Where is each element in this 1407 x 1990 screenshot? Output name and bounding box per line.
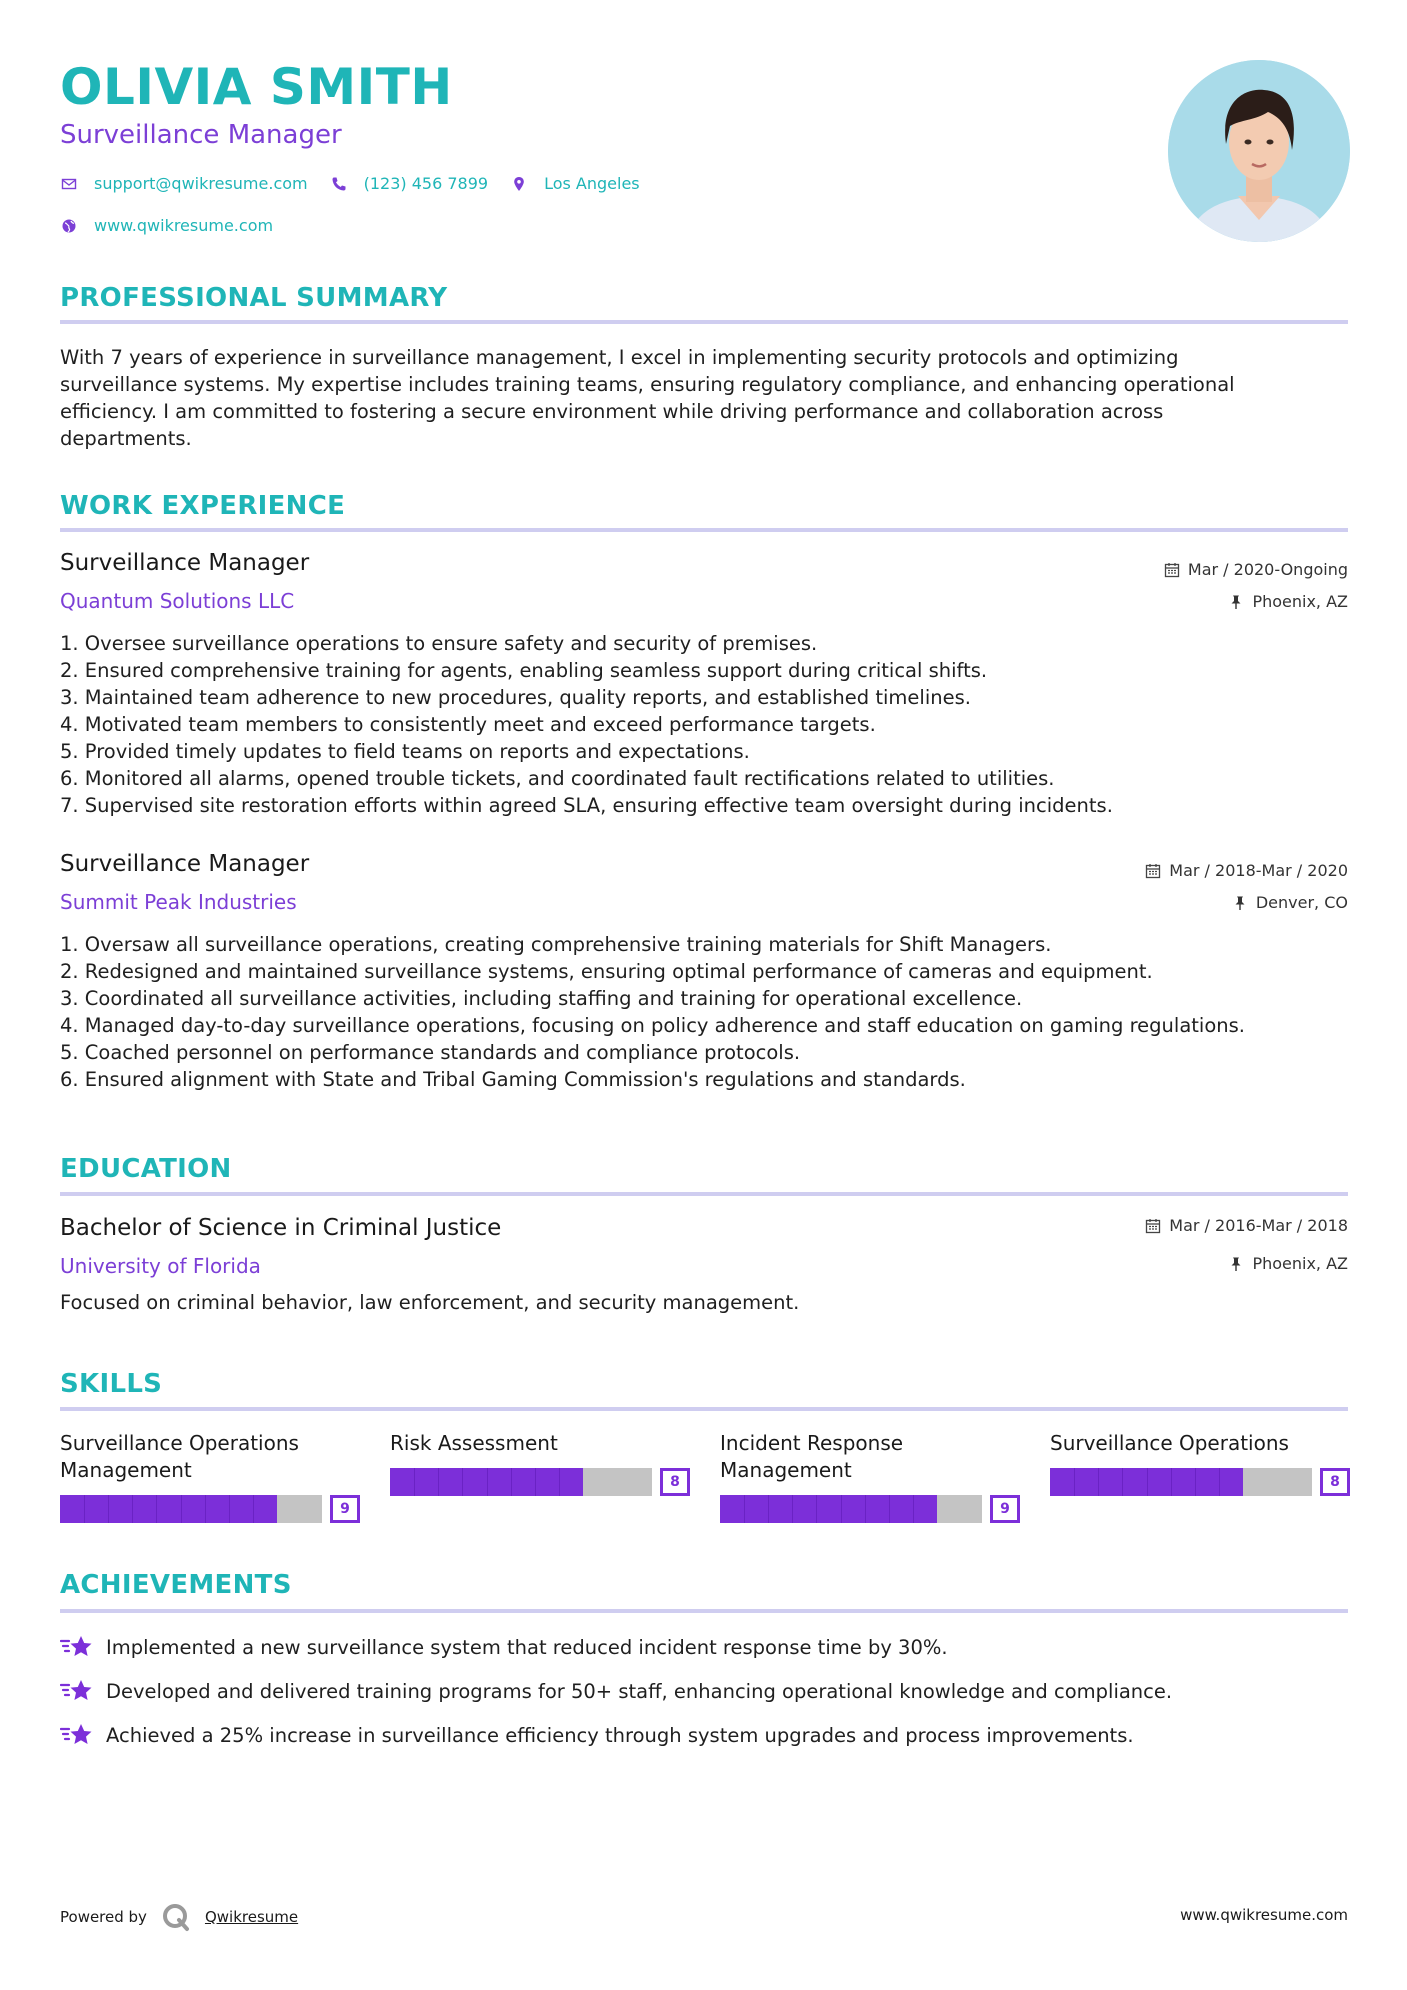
job-title: Surveillance Manager [60, 851, 310, 877]
summary-text [60, 344, 1348, 452]
profile-photo [1168, 60, 1350, 242]
experience-heading: WORK EXPERIENCE [60, 491, 346, 521]
skill-segment [132, 1495, 133, 1523]
skill-segment [1147, 1468, 1148, 1496]
skill-segment [462, 1468, 463, 1496]
skill-item [390, 1430, 690, 1490]
skill-name [390, 1430, 690, 1457]
list-item: 5. Coached personnel on performance standards and compliance protocols. [60, 1041, 801, 1064]
contact-location [510, 174, 640, 193]
section-divider [60, 1192, 1348, 1196]
pushpin-icon [1232, 895, 1248, 911]
skill-name-line: Management [720, 1458, 852, 1482]
education-location [1228, 1254, 1348, 1273]
summary-line: departments. [60, 427, 192, 450]
achievement-item [60, 1721, 1134, 1749]
skill-fill [60, 1495, 277, 1523]
skill-segment [768, 1495, 769, 1523]
job-date-text: Mar / 2018-Mar / 2020 [1169, 861, 1348, 880]
achievement-item [60, 1633, 948, 1661]
skill-score: 8 [660, 1468, 690, 1496]
skill-name-line: Surveillance Operations [60, 1431, 299, 1455]
skill-score: 8 [1320, 1468, 1350, 1496]
phone-text: (123) 456 7899 [363, 174, 489, 193]
skill-name-line: Surveillance Operations [1050, 1431, 1289, 1455]
skill-segment [744, 1495, 745, 1523]
skill-segment [229, 1495, 230, 1523]
job-bullets [60, 630, 1360, 819]
contact-website[interactable] [60, 216, 273, 235]
skill-segment [1171, 1468, 1172, 1496]
star-icon [60, 1677, 94, 1705]
calendar-icon [1145, 863, 1161, 879]
candidate-role: Surveillance Manager [60, 120, 342, 150]
skill-segment [414, 1468, 415, 1496]
skill-segment [559, 1468, 560, 1496]
website-text: www.qwikresume.com [94, 216, 274, 235]
skill-item [60, 1430, 360, 1517]
list-item: 6. Ensured alignment with State and Tribal Gaming Commission's regulations and standards. [60, 1068, 966, 1091]
list-item: 1. Oversaw all surveillance operations, creating comprehensive training materials for Shift Managers. [60, 933, 1052, 956]
skill-segment [841, 1495, 842, 1523]
list-item: 6. Monitored all alarms, opened trouble tickets, and coordinated fault rectifications related to utilities. [60, 767, 1055, 790]
star-icon [60, 1633, 94, 1661]
achievement-text: Implemented a new surveillance system that reduced incident response time by 30%. [106, 1635, 948, 1659]
skill-segment [816, 1495, 817, 1523]
summary-line: surveillance systems. My expertise includes training teams, ensuring regulatory compliance, and enhancing operational [60, 373, 1235, 396]
list-item: 4. Managed day-to-day surveillance operations, focusing on policy adherence and staff education on gaming regulations. [60, 1014, 1245, 1037]
summary-line: With 7 years of experience in surveillance management, I excel in implementing security protocols and optimizing [60, 346, 1179, 369]
skill-level-bar [390, 1468, 690, 1496]
map-pin-icon [510, 175, 528, 193]
skill-name [720, 1430, 1020, 1484]
envelope-icon [60, 175, 78, 193]
skill-name [60, 1430, 360, 1484]
section-divider [60, 320, 1348, 324]
skill-segment [913, 1495, 914, 1523]
skill-segment [253, 1495, 254, 1523]
list-item: 5. Provided timely updates to field teams on reports and expectations. [60, 740, 750, 763]
job-location [1228, 592, 1348, 611]
achievement-item [60, 1677, 1172, 1705]
pushpin-icon [1228, 594, 1244, 610]
footer-website[interactable]: www.qwikresume.com [1180, 1906, 1348, 1924]
job-date [1145, 861, 1348, 880]
job-date [1164, 560, 1348, 579]
education-date [1145, 1216, 1348, 1235]
pushpin-icon [1228, 1256, 1244, 1272]
phone-icon [330, 175, 348, 193]
skill-segment [865, 1495, 866, 1523]
list-item: 4. Motivated team members to consistently meet and exceed performance targets. [60, 713, 876, 736]
skill-segment [1219, 1468, 1220, 1496]
skill-segment [792, 1495, 793, 1523]
summary-heading: PROFESSIONAL SUMMARY [60, 283, 448, 313]
skill-segment [1098, 1468, 1099, 1496]
list-item: 2. Redesigned and maintained surveillance systems, ensuring optimal performance of cameras and equipment. [60, 960, 1153, 983]
skill-segment [156, 1495, 157, 1523]
company-name: Summit Peak Industries [60, 890, 297, 914]
skill-segment [84, 1495, 85, 1523]
skill-segment [205, 1495, 206, 1523]
skill-item [1050, 1430, 1350, 1490]
contact-row [60, 174, 662, 193]
skill-segment [181, 1495, 182, 1523]
skill-fill [720, 1495, 937, 1523]
list-item: 3. Coordinated all surveillance activities, including staffing and training for operational excellence. [60, 987, 1023, 1010]
list-item: 2. Ensured comprehensive training for agents, enabling seamless support during critical shifts. [60, 659, 988, 682]
skill-segment [1074, 1468, 1075, 1496]
powered-by-text: Powered by [60, 1908, 147, 1926]
skills-heading: SKILLS [60, 1369, 163, 1399]
section-divider [60, 528, 1348, 532]
achievement-text: Developed and delivered training programs for 50+ staff, enhancing operational knowledge and compliance. [106, 1679, 1173, 1703]
achievements-heading: ACHIEVEMENTS [60, 1570, 292, 1600]
skill-level-bar [1050, 1468, 1350, 1496]
skill-score: 9 [330, 1495, 360, 1523]
list-item: 3. Maintained team adherence to new procedures, quality reports, and established timelines. [60, 686, 971, 709]
contact-phone[interactable] [330, 174, 488, 193]
list-item: 7. Supervised site restoration efforts within agreed SLA, ensuring effective team oversight during incidents. [60, 794, 1113, 817]
skill-name-line: Risk Assessment [390, 1431, 558, 1455]
section-divider [60, 1407, 1348, 1411]
job-date-text: Mar / 2020-Ongoing [1187, 560, 1348, 579]
education-heading: EDUCATION [60, 1154, 232, 1184]
job-location [1232, 893, 1348, 912]
education-date-text: Mar / 2016-Mar / 2018 [1169, 1216, 1348, 1235]
skill-segment [1122, 1468, 1123, 1496]
achievement-text: Achieved a 25% increase in surveillance efficiency through system upgrades and process improvements. [106, 1723, 1134, 1747]
skill-segment [889, 1495, 890, 1523]
school-name: University of Florida [60, 1254, 261, 1278]
job-location-text: Phoenix, AZ [1252, 592, 1348, 611]
skill-segment [511, 1468, 512, 1496]
globe-icon [60, 217, 78, 235]
skill-level-bar [720, 1495, 1020, 1523]
skill-segment [1195, 1468, 1196, 1496]
skill-segment [108, 1495, 109, 1523]
list-item: 1. Oversee surveillance operations to ensure safety and security of premises. [60, 632, 818, 655]
skill-segment [535, 1468, 536, 1496]
company-name: Quantum Solutions LLC [60, 589, 295, 613]
candidate-name: OLIVIA SMITH [60, 58, 453, 116]
job-title: Surveillance Manager [60, 550, 310, 576]
skill-level-bar [60, 1495, 360, 1523]
brand-link[interactable]: Qwikresume [204, 1908, 299, 1926]
education-location-text: Phoenix, AZ [1252, 1254, 1348, 1273]
website-row [60, 216, 295, 235]
skill-item [720, 1430, 1020, 1517]
calendar-icon [1164, 562, 1180, 578]
education-description: Focused on criminal behavior, law enforcement, and security management. [60, 1291, 800, 1314]
summary-line: efficiency. I am committed to fostering a secure environment while driving performance and collaboration across [60, 400, 1164, 423]
calendar-icon [1145, 1218, 1161, 1234]
job-location-text: Denver, CO [1255, 893, 1348, 912]
star-icon [60, 1721, 94, 1749]
skill-name [1050, 1430, 1350, 1457]
skill-segment [487, 1468, 488, 1496]
degree-title: Bachelor of Science in Criminal Justice [60, 1215, 502, 1241]
contact-email[interactable] [60, 174, 308, 193]
section-divider [60, 1609, 1348, 1613]
location-text: Los Angeles [544, 174, 640, 193]
skill-score: 9 [990, 1495, 1020, 1523]
skill-name-line: Management [60, 1458, 192, 1482]
skill-name-line: Incident Response [720, 1431, 904, 1455]
skill-segment [438, 1468, 439, 1496]
footer-powered-by [60, 1902, 298, 1932]
email-text: support@qwikresume.com [94, 174, 308, 193]
qwikresume-logo-icon [161, 1902, 191, 1932]
job-bullets [60, 931, 1360, 1093]
